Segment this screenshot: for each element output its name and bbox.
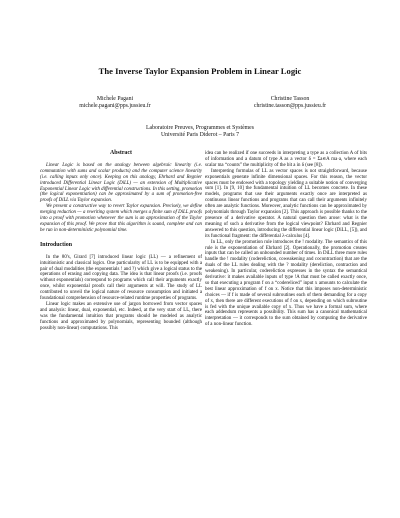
body-paragraph: In the 80's, Girard [7] introduced linear logic (LL) — a refinement of intuitionistic and classical logics. One particularity of LL is to be equipped with a pair of dual modalities (the exponentials ! and ?) which give a logical status to the operations of erasing and copying data. The idea is that linear proofs (i.e. proofs without exponentials) correspond to programs which call their arguments exactly once, whilst exponential proofs call their arguments at will. The study of LL contributed to unveil the logical nature of resource consumption and initiated a foundational comprehension of resource-related runtime properties of programs.	[40, 254, 202, 302]
paper-title: The Inverse Taylor Expansion Problem in Linear Logic	[98, 66, 302, 76]
affiliation	[0, 125, 400, 140]
author-name: Michele Pagani	[96, 96, 134, 102]
author-block-2	[230, 96, 350, 111]
body-paragraph: idea can be realized if one succeeds in interpreting a type as a collection A of bits of information and a datum of type A as a vector δ = Σa∈A ma·a, where each scalar ma “counts” the multiplicity of the bit a in δ (see [8]).	[205, 151, 367, 168]
author-email: michele.pagani@pps.jussieu.fr	[79, 103, 151, 110]
author-name: Christine Tasson	[270, 96, 310, 102]
body-paragraph: Interpreting formulas of LL as vector spaces is not straightforward, because exponentials generate infinite dimensional spaces. For this reason, the vector spaces must be endowed with a topology yielding a suitable notion of converging sum [1]. In [9, 10] the fundamental intuition of LL becomes concrete. In these models, programs that use their arguments exactly once are interpreted as continuous linear functions and programs that can call their arguments infinitely often are analytic functions. Moreover, analytic functions can be approximated by polynomials through Taylor expansion [2]. This approach is possible thanks to the presence of a derivative operator. A natural question then arose: what is the meaning of such a derivative from the logical viewpoint? Ehrhard and Regnier answered to this question, introducing the differential linear logic (DiLL, [5]), and its functional fragment: the differential λ-calculus [4].	[205, 168, 367, 239]
abstract-paragraph: Linear Logic is based on the analogy between algebraic linearity (i.e. commutation with sums and scalar products) and the computer science linearity (i.e. calling inputs only once). Keeping on this analogy, Ehrhard and Regnier introduced Differential Linear Logic (DiLL) — an extension of Multiplicative Exponential Linear Logic with differential constructions. In this setting, promotion (the logical exponentiation) can be approximated by a sum of promotion-free proofs of DiLL via Taylor expansion.	[40, 162, 202, 204]
author-block-1	[55, 96, 175, 111]
affiliation-line: Université Paris Diderot – Paris 7	[160, 132, 240, 139]
abstract	[40, 163, 202, 234]
abstract-heading: Abstract	[110, 150, 132, 156]
author-email: christine.tasson@pps.jussieu.fr	[253, 103, 327, 110]
affiliation-line: Laboratoire Preuves, Programmes et Systèmes	[145, 125, 255, 131]
abstract-paragraph: We present a constructive way to revert Taylor expansion. Precisely, we define merging reduction — a rewriting system which merges a finite sum of DiLL proofs into a proof with promotion whenever the sum is an approximation of the Taylor expansion of this proof. We prove that this algorithm is sound, complete and can be run in non-deterministic polynomial time.	[40, 204, 202, 233]
body-paragraph: Linear logic makes an extensive use of jargon borrowed from vector spaces and analysis: linear, dual, exponential, etc. Indeed, at the very start of LL, there was the fundamental intuition that programs should be modeled as analytic functions and approximated by polynomials, representing bounded (although possibly non-linear) computations. This	[40, 301, 202, 331]
section-heading-introduction: Introduction	[40, 241, 72, 248]
left-column	[40, 151, 202, 331]
body-paragraph: In LL, only the promotion rule introduces the ! modality. The semantics of this rule is the exponentiation of Ehrhard [2]. Operationally, the promotion creates inputs that can be called an unbounded number of times. In DiLL three more rules handle the ! modality (codereliction, coweakening and cocontraction) that are the duals of the LL rules dealing with the ? modality (dereliction, contraction and weakening). In particular, codereliction expresses in the syntax the semantical derivative: it makes available inputs of type !A that must be called exactly once, so that executing a program f on a “codereliced” input x amounts to calculate the best linear approximation of f on x. Notice that this imposes non-deterministic choices — if f is made of several subroutines each of them demanding for a copy of x, then there are different executions of f on x, depending on which subroutine is fed with the unique available copy of x. Thus we have a formal sum, where each addendum represents a possibility. This sum has a canonical mathematical interpretation — it corresponds to the sum obtained by computing the derivative of a non-linear function.	[205, 239, 367, 328]
right-column	[205, 151, 367, 328]
